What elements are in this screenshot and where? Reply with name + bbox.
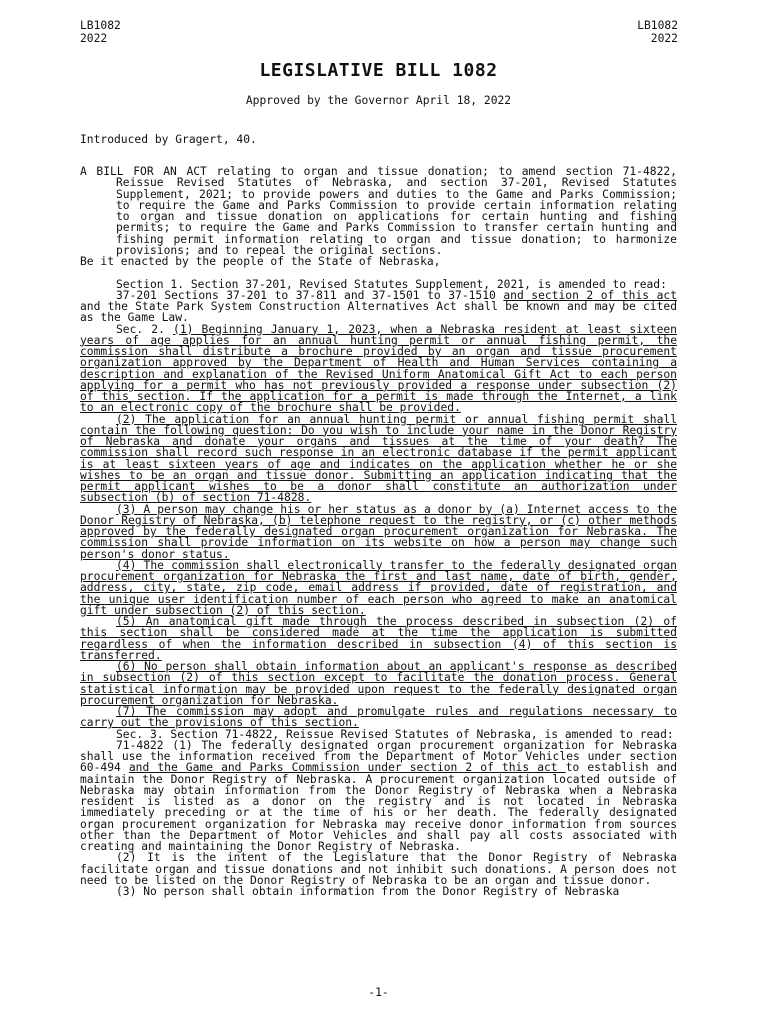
page-number: -1-	[368, 986, 389, 999]
section2-sub3: (3) A person may change his or her status as a donor by (a) Internet access to the Donor Registry of Nebraska, (b) telephone request to the registry, or (c) other methods approved by the federally designated organ procurement organization for Nebraska. The commission shall provide information on its website on how a person may change such person's donor status.	[80, 502, 677, 561]
header-right-bill: LB1082	[637, 19, 678, 32]
section2-sub2: (2) The application for an annual hunting permit or annual fishing permit shall contain the following question: Do you wish to include your name in the Donor Registry of Nebraska and donate your organs and tissues at the time of your death? The commission shall record such response in an electronic database if the permit applicant is at least sixteen years of age and indicates on the application whether he or she wishes to be an organ and tissue donor. Submitting an application indicating that the permit applicant wishes to be a donor shall constitute an authorization under subsection (b) of section 71-4828.	[80, 412, 677, 505]
section2-sub7: (7) The commission may adopt and promulgate rules and regulations necessary to carry out the provisions of this section.	[80, 705, 677, 730]
header-right	[637, 19, 678, 45]
section2-sub1: Sec. 2. (1) Beginning January 1, 2023, when a Nebraska resident at least sixteen years of age applies for an annual hunting permit or annual fishing permit, the commission shall distribute a brochure provided by an organ and tissue procurement organization approved by the Department of Health and Human Services containing a description and explanation of the Revised Uniform Anatomical Gift Act to each person applying for a permit who has not previously provided a response under subsection (2) of this section. If the application for a permit is made through the Internet, a link to an electronic copy of the brochure shall be provided.	[80, 322, 677, 415]
section3-intro: Sec. 3. Section 71-4822, Reissue Revised Statutes of Nebraska, is amended to read:	[116, 727, 674, 741]
section2-sub6: (6) No person shall obtain information about an applicant's response as described in subsection (2) of this section except to facilitate the donation process. General statistical information may be provided upon request to the federally designated organ procurement organization for Nebraska.	[80, 660, 677, 707]
bill-title: LEGISLATIVE BILL 1082	[259, 60, 498, 81]
section1-intro: Section 1. Section 37-201, Revised Statutes Supplement, 2021, is amended to read:	[116, 277, 667, 291]
section1-text: 37-201 Sections 37-201 to 37-811 and 37-1501 to 37-1510 and section 2 of this act and the State Park System Construction Alternatives Act shall be known and may be cited as the Game Law.	[80, 288, 677, 325]
enacting-clause: Be it enacted by the people of the State of Nebraska,	[80, 255, 441, 268]
header-left	[80, 19, 121, 45]
approval-line: Approved by the Governor April 18, 2022	[245, 94, 512, 107]
bill-body	[80, 166, 677, 897]
amendment-insert: and the Game and Parks Commission under section 2 of this act	[128, 761, 566, 775]
section2-sub5: (5) An anatomical gift made through the process described in subsection (2) of this section shall be considered made at the time the application is submitted regardless of when the information described in subsection (4) of this section is transferred.	[80, 615, 677, 662]
section3-p2: (2) It is the intent of the Legislature that the Donor Registry of Nebraska facilitate organ and tissue donations and not inhibit such donations. A person does not need to be listed on the Donor Registry of Nebraska to be an organ and tissue donor.	[80, 851, 677, 887]
amendment-insert: and section 2 of this act	[503, 288, 677, 302]
section2-sub4: (4) The commission shall electronically transfer to the federally designated organ procurement organization for Nebraska the first and last name, date of birth, gender, address, city, state, zip code, email address if provided, date of registration, and the unique user identification number of each person who agreed to make an anatomical gift under subsection (2) of this section.	[80, 558, 677, 617]
introduced-by: Introduced by Gragert, 40.	[80, 133, 257, 146]
header-left-year: 2022	[80, 32, 108, 45]
header-right-year: 2022	[650, 32, 678, 45]
header-left-bill: LB1082	[80, 19, 121, 32]
section3-p3: (3) No person shall obtain information from the Donor Registry of Nebraska	[116, 885, 620, 898]
section3-p1: 71-4822 (1) The federally designated organ procurement organization for Nebraska shall use the information received from the Department of Motor Vehicles under section 60-494 and the Game and Parks Commission under section 2 of this act to establish and maintain the Donor Registry of Nebraska. A procurement organization located outside of Nebraska may obtain information from the Donor Registry of Nebraska when a Nebraska resident is listed as a donor on the registry and is not located in Nebraska immediately preceding or at the time of his or her death. The federally designated organ procurement organization for Nebraska may receive donor information from sources other than the Department of Motor Vehicles and shall pay all costs associated with creating and maintaining the Donor Registry of Nebraska.	[80, 738, 677, 853]
bill-for-act: A BILL FOR AN ACT relating to organ and tissue donation; to amend section 71-4822, Reissue Revised Statutes of Nebraska, and section 37-201, Revised Statutes Supplement, 2021; to provide powers and duties to the Game and Parks Commission; to require the Game and Parks Commission to provide certain information relating to organ and tissue donation on applications for certain hunting and fishing permits; to require the Game and Parks Commission to transfer certain hunting and fishing permit information relating to organ and tissue donation; to harmonize provisions; and to repeal the original sections.	[80, 165, 677, 257]
